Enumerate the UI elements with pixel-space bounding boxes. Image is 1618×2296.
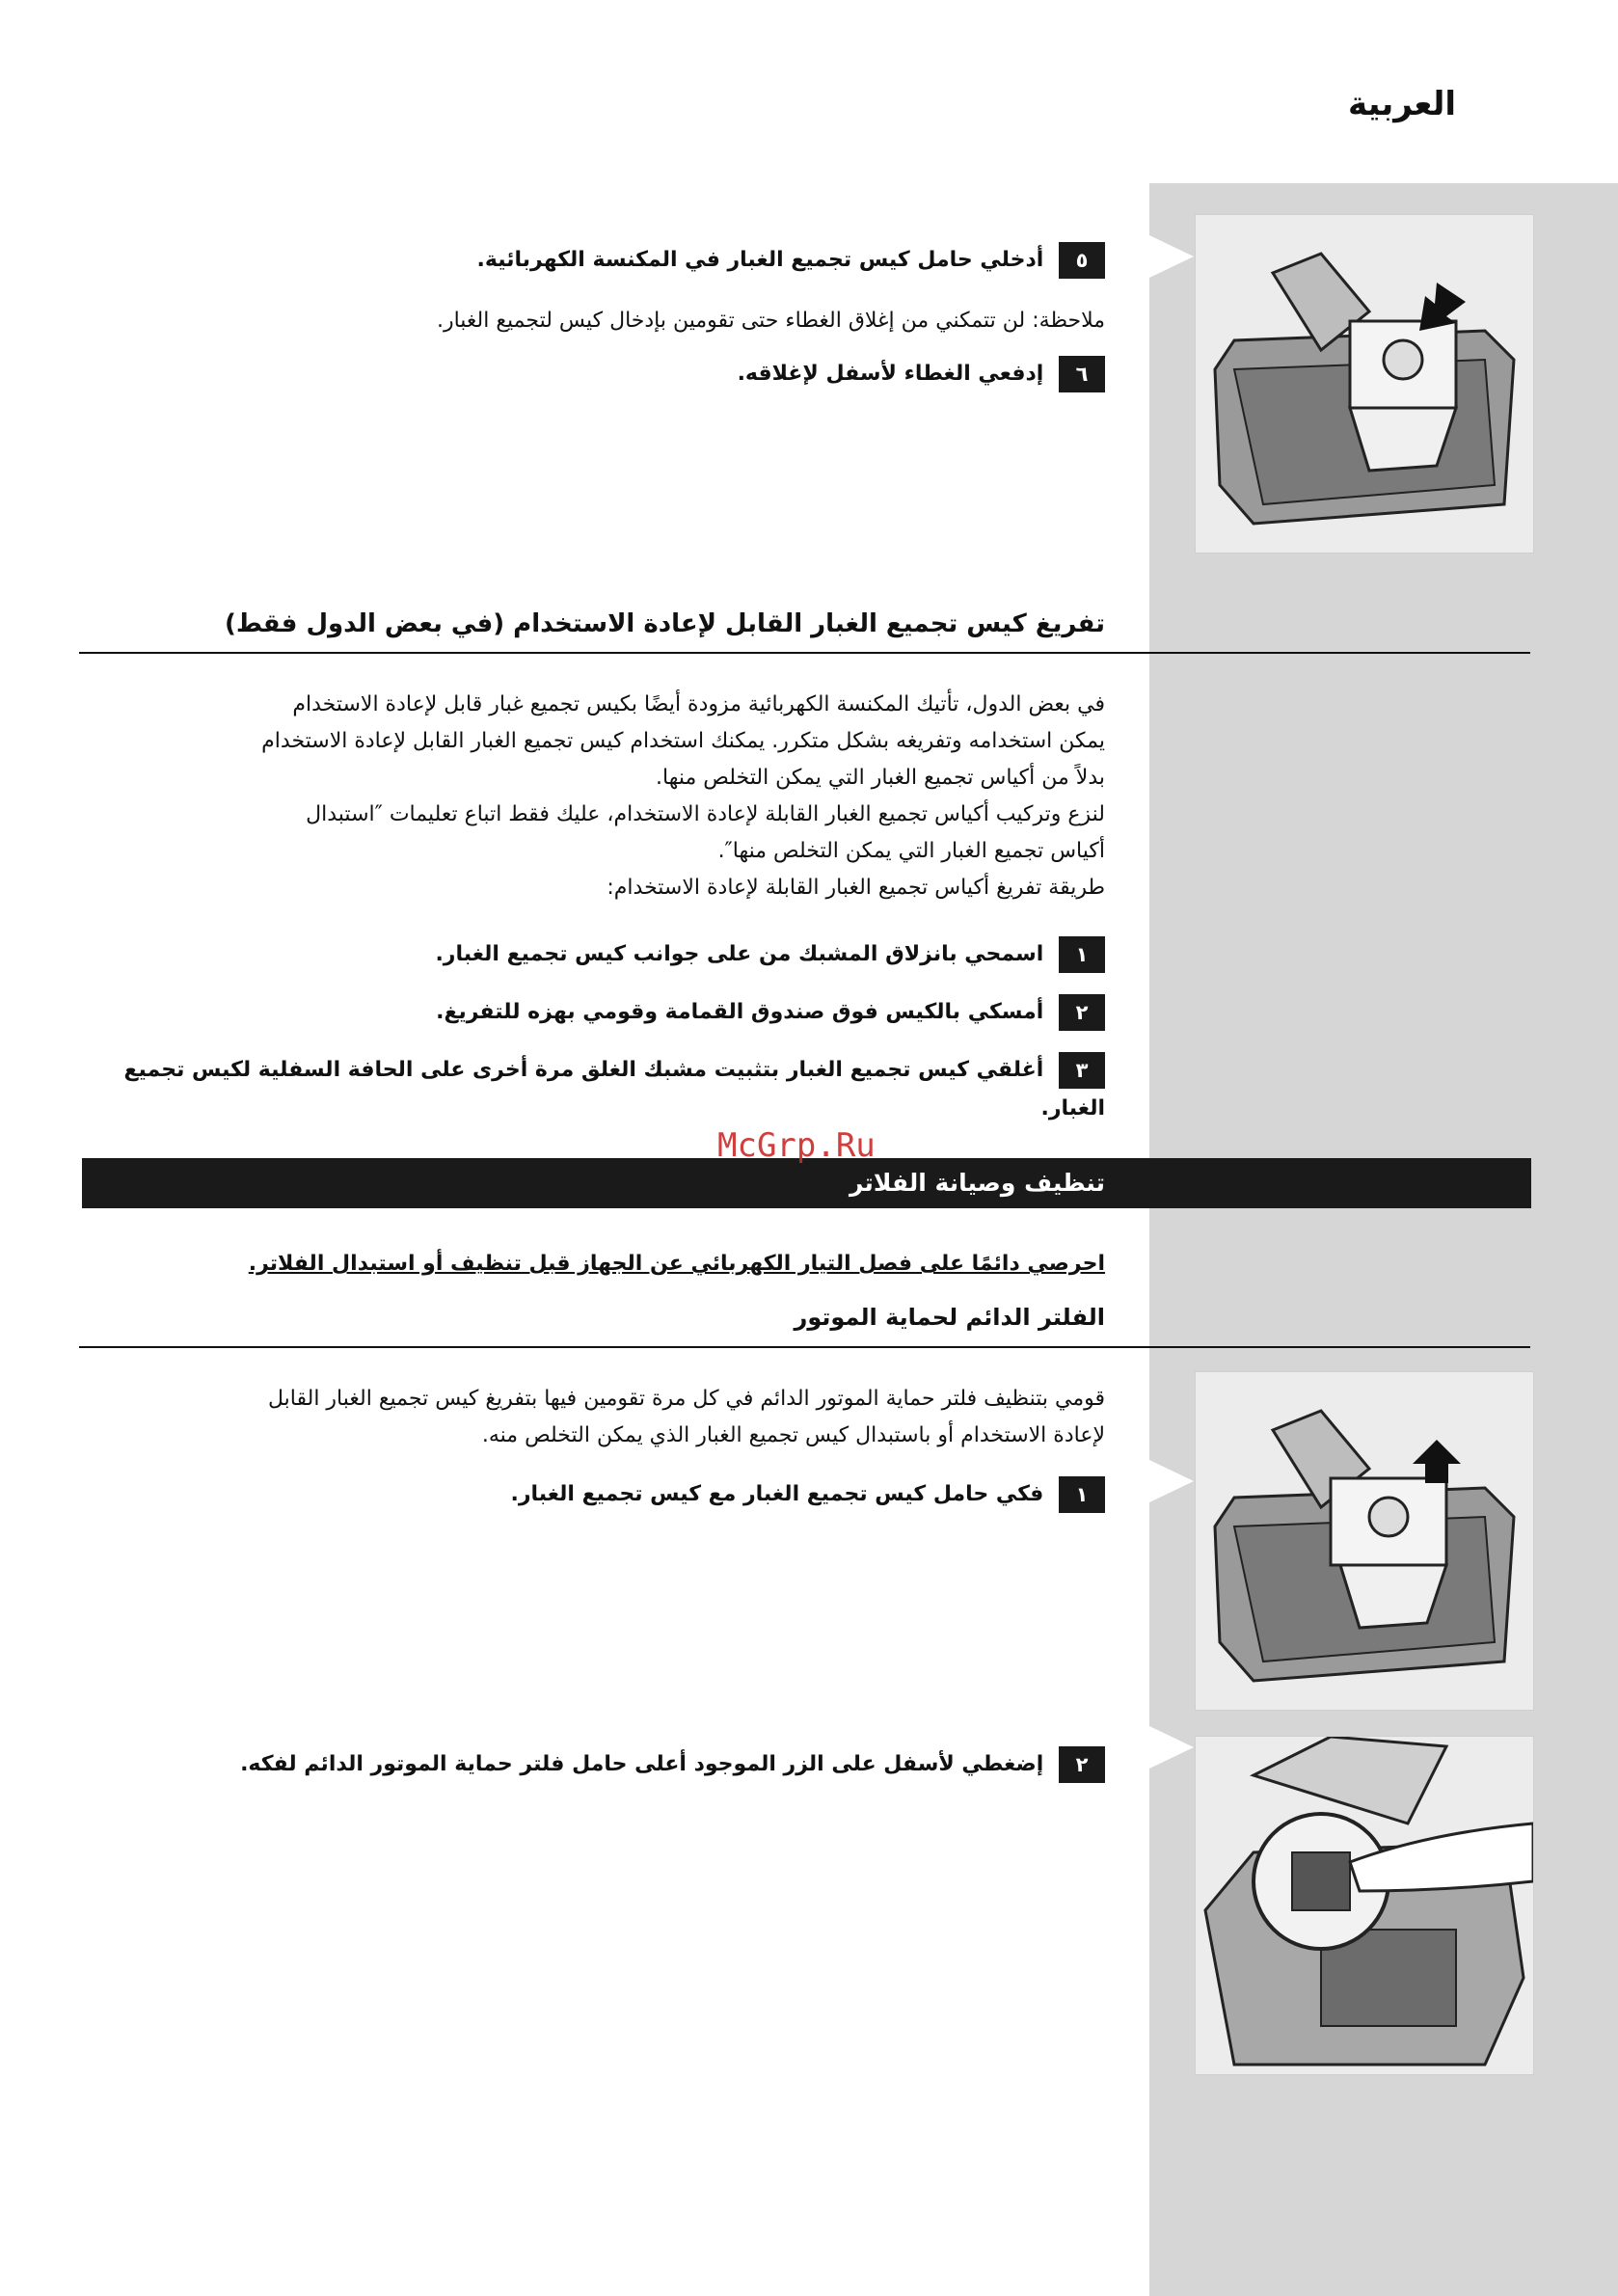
paragraph-line: أكياس تجميع الغبار التي يمكن التخلص منها″. (717, 839, 1105, 863)
step-text: إدفعي الغطاء لأسفل لإغلاقه. (737, 362, 1044, 386)
step-number-badge: ٦ (1059, 356, 1105, 392)
intro-paragraph (93, 687, 1105, 906)
step-text: فكي حامل كيس تجميع الغبار مع كيس تجميع الغبار. (510, 1482, 1044, 1506)
paragraph-line: بدلاً من أكياس تجميع الغبار التي يمكن التخلص منها. (656, 766, 1105, 790)
step-number-badge: ١ (1059, 936, 1105, 973)
step-number-badge: ٣ (1059, 1052, 1105, 1089)
step-3 (93, 1051, 1105, 1128)
step-number-badge: ١ (1059, 1476, 1105, 1513)
watermark: McGrp.Ru (717, 1126, 876, 1165)
paragraph-line: لنزع وتركيب أكياس تجميع الغبار القابلة لإعادة الاستخدام، عليك فقط اتباع تعليمات ″استبدال (306, 802, 1105, 826)
section-bar (82, 1158, 1531, 1208)
subtitle-motor-filter: الفلتر الدائم لحماية الموتور (794, 1304, 1105, 1331)
paragraph-line: قومي بتنظيف فلتر حماية الموتور الدائم في كل مرة تقومين فيها بتفريغ كيس تجميع الغبار القابل (268, 1387, 1105, 1411)
page-language-header: العربية (1347, 85, 1456, 123)
step-text-continued: الغبار. (1040, 1096, 1105, 1121)
step-5 (477, 241, 1105, 280)
illustration-insert-bag-holder (1195, 214, 1534, 554)
note: ملاحظة: لن تتمكني من إغلاق الغطاء حتى تقومين بإدخال كيس لتجميع الغبار. (436, 309, 1105, 333)
paragraph-line: لإعادة الاستخدام أو باستبدال كيس تجميع الغبار الذي يمكن التخلص منه. (481, 1423, 1105, 1447)
vacuum-cleaner-open-drawing (1196, 1737, 1533, 2074)
step-text: أغلقي كيس تجميع الغبار بتثبيت مشبك الغلق مرة أخرى على الحافة السفلية لكيس تجميع (123, 1058, 1044, 1082)
vacuum-cleaner-drawing (1196, 1372, 1533, 1710)
step-text: اسمحي بانزلاق المشبك من على جوانب كيس تجميع الغبار. (435, 942, 1044, 966)
section-divider (79, 652, 1530, 654)
illustration-pointer (1149, 1726, 1194, 1769)
step-2 (436, 993, 1105, 1032)
step-2-filter (240, 1745, 1105, 1784)
step-1 (435, 935, 1105, 974)
paragraph-line: طريقة تفريغ أكياس تجميع الغبار القابلة لإعادة الاستخدام: (607, 876, 1105, 900)
step-number-badge: ٢ (1059, 1746, 1105, 1783)
illustration-release-filter (1195, 1736, 1534, 2075)
step-1-filter (510, 1475, 1105, 1514)
paragraph-line: في بعض الدول، تأتيك المكنسة الكهربائية مزودة أيضًا بكيس تجميع غبار قابل لإعادة الاستخدام (292, 692, 1105, 716)
step-number-badge: ٢ (1059, 994, 1105, 1031)
illustration-pointer (1149, 235, 1194, 278)
vacuum-cleaner-drawing (1196, 215, 1533, 553)
illustration-pointer (1149, 1460, 1194, 1502)
step-text: أدخلي حامل كيس تجميع الغبار في المكنسة الكهربائية. (476, 248, 1044, 272)
section-title-reusable-bag: تفريغ كيس تجميع الغبار القابل لإعادة الاستخدام (في بعض الدول فقط) (224, 609, 1105, 638)
warning: احرصي دائمًا على فصل التيار الكهربائي عن الجهاز قبل تنظيف أو استبدال الفلاتر. (248, 1252, 1105, 1276)
section-title-filters: تنظيف وصيانة الفلاتر (849, 1169, 1105, 1197)
motor-filter-paragraph (93, 1381, 1105, 1454)
step-text: إضغطي لأسفل على الزر الموجود أعلى حامل فلتر حماية الموتور الدائم لفكه. (240, 1752, 1044, 1776)
step-6 (738, 355, 1105, 393)
paragraph-line: يمكن استخدامه وتفريغه بشكل متكرر. يمكنك استخدام كيس تجميع الغبار القابل لإعادة الاستخدام (261, 729, 1105, 753)
step-number-badge: ٥ (1059, 242, 1105, 279)
section-divider (79, 1346, 1530, 1348)
step-text: أمسكي بالكيس فوق صندوق القمامة وقومي بهزه للتفريغ. (436, 1000, 1044, 1024)
illustration-remove-bag-holder (1195, 1371, 1534, 1711)
